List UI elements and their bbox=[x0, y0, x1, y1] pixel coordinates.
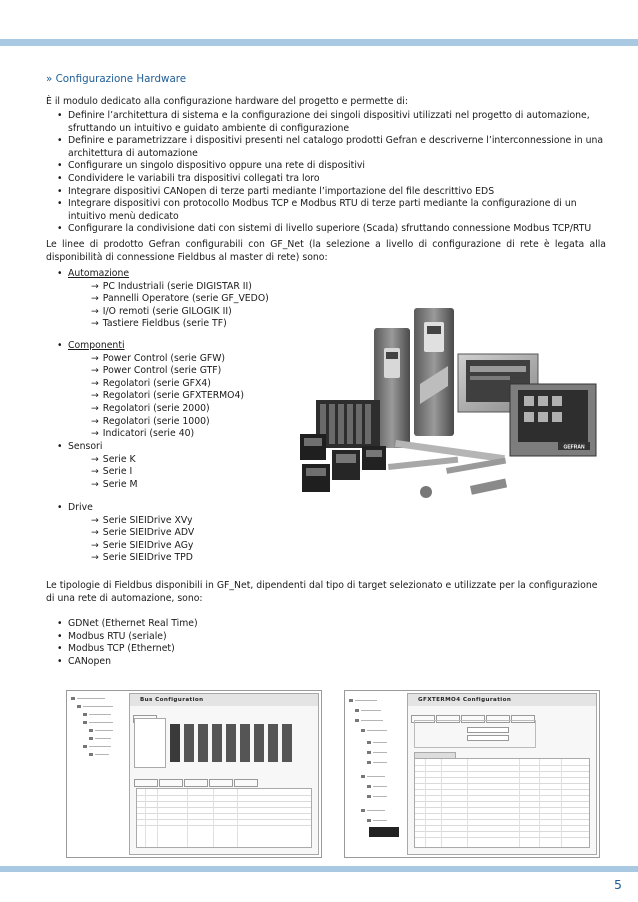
section-title: » Configurazione Hardware bbox=[46, 73, 187, 85]
configuration-box bbox=[414, 720, 536, 748]
device-icon bbox=[89, 729, 93, 732]
arrow-icon: → bbox=[91, 552, 99, 564]
arrow-icon: → bbox=[91, 402, 99, 414]
device-icon bbox=[367, 819, 371, 822]
item-label: Indicatori (serie 40) bbox=[102, 428, 195, 440]
device-icon bbox=[361, 729, 365, 732]
item-label: Regolatori (serie 1000) bbox=[102, 415, 210, 427]
top-color-band bbox=[0, 39, 638, 46]
device-icon bbox=[367, 741, 371, 744]
feature-list bbox=[57, 110, 605, 236]
arrow-icon: → bbox=[91, 377, 99, 389]
group-title: • Sensori bbox=[57, 441, 138, 454]
list-item bbox=[57, 378, 244, 391]
tab[interactable] bbox=[234, 779, 258, 787]
fieldbus-list bbox=[57, 618, 357, 668]
item-label: Regolatori (serie GFXTERMO4) bbox=[102, 390, 245, 402]
bus-configuration-screenshot bbox=[66, 690, 322, 858]
item-label: Serie SIEIDrive AGy bbox=[102, 539, 194, 551]
list-item bbox=[57, 540, 194, 553]
project-tree bbox=[347, 695, 397, 845]
item-label: Serie I bbox=[102, 466, 133, 478]
folder-icon bbox=[71, 697, 75, 700]
arrow-icon: → bbox=[91, 539, 99, 551]
list-item bbox=[57, 306, 269, 319]
list-item: • Integrare dispositivi CANopen di terze parti mediante l’importazione del file descrittivo EDS bbox=[57, 186, 605, 199]
device-icon bbox=[367, 751, 371, 754]
list-item: • Configurare la condivisione dati con sistemi di livello superiore (Scada) sfruttando connessione Modbus TCP/RTU bbox=[57, 223, 605, 236]
data-grid bbox=[414, 758, 590, 848]
tab[interactable] bbox=[184, 779, 208, 787]
list-item: • GDNet (Ethernet Real Time) bbox=[57, 618, 357, 631]
list-item bbox=[57, 281, 269, 294]
device-icon bbox=[367, 761, 371, 764]
device-icon bbox=[89, 737, 93, 740]
list-item: • Modbus TCP (Ethernet) bbox=[57, 643, 357, 656]
group-title: • Componenti bbox=[57, 340, 244, 353]
window-title: GFXTERMO4 Configuration bbox=[408, 694, 596, 706]
product-photo bbox=[296, 296, 608, 514]
device-icon bbox=[83, 713, 87, 716]
arrow-icon: → bbox=[91, 428, 99, 440]
list-item: • Definire e parametrizzare i dispositivi presenti nel catalogo prodotti Gefran e descriverne l’interconnessione in una architettura di automazione bbox=[57, 135, 605, 160]
arrow-icon: → bbox=[91, 305, 99, 317]
item-label: Serie SIEIDrive ADV bbox=[102, 527, 195, 539]
bottom-color-band bbox=[0, 866, 638, 872]
list-item: • CANopen bbox=[57, 656, 357, 669]
list-item bbox=[57, 552, 194, 565]
list-item bbox=[57, 479, 138, 492]
item-label: Serie K bbox=[102, 453, 136, 465]
device-rack bbox=[170, 718, 310, 766]
item-label: Serie M bbox=[102, 478, 138, 490]
arrow-icon: → bbox=[91, 280, 99, 292]
item-label: Serie SIEIDrive TPD bbox=[102, 552, 193, 564]
intro-paragraph: È il modulo dedicato alla configurazione hardware del progetto e permette di: bbox=[46, 96, 408, 107]
page-number: 5 bbox=[614, 877, 622, 892]
list-item bbox=[57, 527, 194, 540]
sensors bbox=[388, 440, 507, 498]
gfxtermo4-configuration-screenshot bbox=[344, 690, 600, 858]
arrow-icon: → bbox=[91, 466, 99, 478]
arrow-icon: → bbox=[91, 527, 99, 539]
group-automazione bbox=[57, 268, 269, 331]
item-label: Pannelli Operatore (serie GF_VEDO) bbox=[102, 293, 269, 305]
item-label: Serie SIEIDrive XVy bbox=[102, 514, 193, 526]
group-title: • Drive bbox=[57, 502, 194, 515]
field-input[interactable] bbox=[467, 735, 509, 741]
product-lines-paragraph: Le linee di prodotto Gefran configurabili con GF_Net (la selezione a livello di configurazione di rete è legata alla disponibilità di connessione Fieldbus al master di rete) sono: bbox=[46, 239, 606, 263]
list-item bbox=[57, 390, 244, 403]
list-item: • Integrare dispositivi con protocollo Modbus TCP e Modbus RTU di terze parti mediante la configurazione di un intuitivo menù dedicato bbox=[57, 198, 605, 223]
item-label: Power Control (serie GTF) bbox=[102, 365, 222, 377]
gfxtermo4-configuration-window bbox=[407, 693, 597, 855]
project-tree bbox=[69, 695, 119, 845]
device-icon bbox=[361, 775, 365, 778]
list-item bbox=[57, 416, 244, 429]
folder-icon bbox=[355, 709, 359, 712]
arrow-icon: → bbox=[91, 352, 99, 364]
list-item: • Configurare un singolo dispositivo oppure una rete di dispositivi bbox=[57, 160, 605, 173]
field-input[interactable] bbox=[467, 727, 509, 733]
drive-unit bbox=[414, 308, 454, 436]
options-panel bbox=[134, 718, 166, 768]
arrow-icon: → bbox=[91, 478, 99, 490]
group-title: • Automazione bbox=[57, 268, 269, 281]
window-title: Bus Configuration bbox=[130, 694, 318, 706]
item-label: Regolatori (serie 2000) bbox=[102, 402, 210, 414]
list-item bbox=[57, 353, 244, 366]
folder-icon bbox=[355, 719, 359, 722]
group-componenti bbox=[57, 340, 244, 441]
arrow-icon: → bbox=[91, 514, 99, 526]
tab[interactable] bbox=[209, 779, 233, 787]
device-icon bbox=[367, 785, 371, 788]
device-icon bbox=[361, 809, 365, 812]
list-item: • Definire l’architettura di sistema e la configurazione dei singoli dispositivi utilizzati nel progetto di automazione, sfruttando un intuitivo e guidato ambiente di configurazione bbox=[57, 110, 605, 135]
list-item bbox=[57, 365, 244, 378]
list-item bbox=[57, 293, 269, 306]
tab[interactable] bbox=[134, 779, 158, 787]
arrow-icon: → bbox=[91, 453, 99, 465]
list-item bbox=[57, 454, 138, 467]
list-item bbox=[57, 466, 138, 479]
arrow-icon: → bbox=[91, 390, 99, 402]
list-item: • Condividere le variabili tra dispositivi collegati tra loro bbox=[57, 173, 605, 186]
list-item bbox=[57, 318, 269, 331]
arrow-icon: → bbox=[91, 365, 99, 377]
item-label: I/O remoti (serie GILOGIK II) bbox=[102, 305, 232, 317]
arrow-icon: → bbox=[91, 415, 99, 427]
group-sensori bbox=[57, 441, 138, 491]
tab[interactable] bbox=[159, 779, 183, 787]
list-item bbox=[57, 428, 244, 441]
device-icon bbox=[89, 753, 93, 756]
list-item: • Modbus RTU (seriale) bbox=[57, 631, 357, 644]
group-drive bbox=[57, 502, 194, 565]
touch-panel bbox=[510, 384, 596, 456]
device-icon bbox=[367, 795, 371, 798]
list-item bbox=[57, 515, 194, 528]
data-grid bbox=[136, 788, 312, 848]
selected-device[interactable] bbox=[369, 827, 399, 837]
device-icon bbox=[83, 745, 87, 748]
device-icon bbox=[83, 721, 87, 724]
item-label: PC Industriali (serie DIGISTAR II) bbox=[102, 280, 252, 292]
item-label: Regolatori (serie GFX4) bbox=[102, 377, 211, 389]
folder-icon bbox=[349, 699, 353, 702]
brand-logo: GEFRAN bbox=[563, 444, 585, 451]
folder-icon bbox=[77, 705, 81, 708]
item-label: Power Control (serie GFW) bbox=[102, 352, 226, 364]
item-label: Tastiere Fieldbus (serie TF) bbox=[102, 318, 227, 330]
arrow-icon: → bbox=[91, 318, 99, 330]
fieldbus-paragraph: Le tipologie di Fieldbus disponibili in GF_Net, dipendenti dal tipo di target selezionato e utilizzate per la configurazione di una rete di automazione, sono: bbox=[46, 580, 598, 604]
bus-configuration-window bbox=[129, 693, 319, 855]
arrow-icon: → bbox=[91, 293, 99, 305]
list-item bbox=[57, 403, 244, 416]
